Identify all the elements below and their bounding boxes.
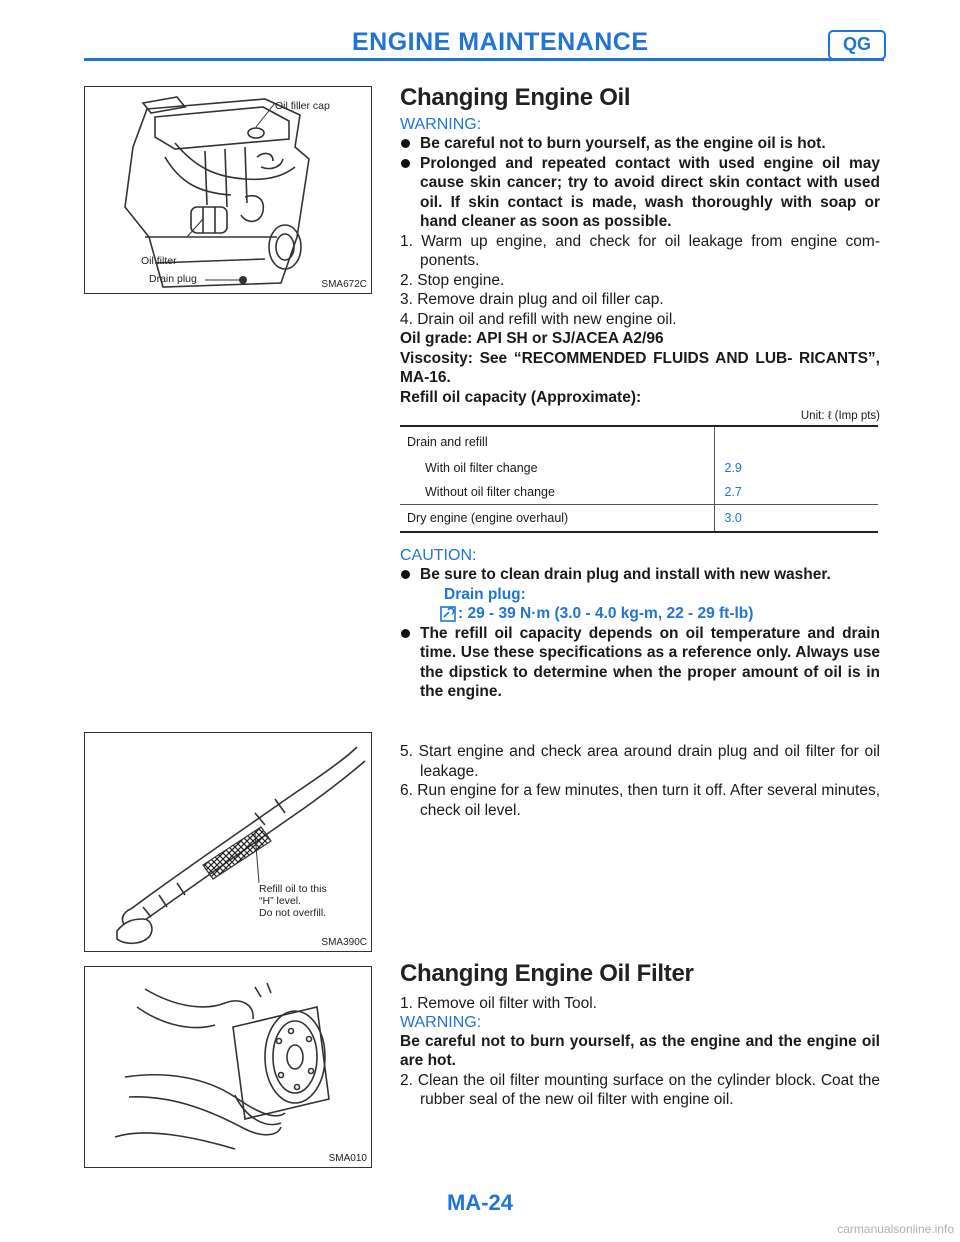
warning-text: Be careful not to burn yourself, as the engine and the engine oil are hot. xyxy=(400,1032,880,1069)
callout-refill-note-3: Do not overfill. xyxy=(259,907,327,919)
table-cell: Dry engine (engine overhaul) xyxy=(400,504,714,532)
callout-refill-note-1: Refill oil to this xyxy=(259,883,327,895)
engine-code-badge: QG xyxy=(828,30,886,60)
step-6: 6. Run engine for a few minutes, then turn it off. After several minutes, check oil level. xyxy=(400,782,880,819)
torque-spec: : 29 - 39 N·m (3.0 - 4.0 kg-m, 22 - 29 ft-lb) xyxy=(400,604,880,624)
warning-item: Be careful not to burn yourself, as the engine oil is hot. xyxy=(400,134,880,154)
page-header xyxy=(84,26,884,62)
table-cell: Without oil filter change xyxy=(400,480,714,504)
step-1: 1. Remove oil filter with Tool. xyxy=(400,995,597,1012)
callout-drain-plug: Drain plug xyxy=(149,273,197,285)
engine-illustration xyxy=(85,87,373,295)
caution-item: Be sure to clean drain plug and install with new washer. xyxy=(400,565,880,585)
figure-code: SMA672C xyxy=(321,279,367,290)
table-cell: With oil filter change xyxy=(400,456,714,480)
bullet-icon xyxy=(401,139,410,148)
refill-capacity-table xyxy=(400,425,878,533)
figure-dipstick xyxy=(84,732,372,952)
table-value: 3.0 xyxy=(714,504,878,532)
table-row xyxy=(400,504,878,532)
figure-oil-filter xyxy=(84,966,372,1168)
warning-label: WARNING: xyxy=(400,1013,482,1031)
step-2: 2. Stop engine. xyxy=(400,271,505,289)
step-3: 3. Remove drain plug and oil filler cap. xyxy=(400,291,664,308)
table-value: 2.9 xyxy=(724,461,742,475)
table-row xyxy=(400,480,878,504)
step-5: 5. Start engine and check area around drain plug and oil filter for oil leakage. xyxy=(400,743,880,780)
figure-code: SMA390C xyxy=(321,937,367,948)
table-row xyxy=(400,426,878,456)
caution-item: The refill oil capacity depends on oil temperature and drain time. Use these specifications as a reference only. Always use the dipstick to determine when the proper amount of oil is in the engine. xyxy=(400,624,880,702)
header-title: ENGINE MAINTENANCE xyxy=(352,28,649,56)
dipstick-illustration xyxy=(85,733,373,953)
figure-code: SMA010 xyxy=(328,1153,367,1164)
table-unit: Unit: ℓ (Imp pts) xyxy=(800,410,880,422)
section-title: Changing Engine Oil Filter xyxy=(400,960,694,987)
step-2: 2. Clean the oil filter mounting surface on the cylinder block. Coat the rubber seal of the new oil filter with engine oil. xyxy=(400,1071,880,1108)
warning-label: WARNING: xyxy=(400,116,482,133)
section-changing-engine-oil xyxy=(400,84,880,702)
table-row xyxy=(400,456,878,480)
caution-label: CAUTION: xyxy=(400,547,477,564)
step-1: 1. Warm up engine, and check for oil leakage from engine com- ponents. xyxy=(400,232,880,269)
refill-capacity-heading: Refill oil capacity (Approximate): xyxy=(400,388,642,406)
bullet-icon xyxy=(401,159,410,168)
watermark: carmanualsonline.info xyxy=(837,1222,954,1236)
bullet-icon xyxy=(401,629,410,638)
callout-refill-note-2: “H” level. xyxy=(259,895,302,907)
table-cell: Drain and refill xyxy=(400,426,714,456)
oil-grade: Oil grade: API SH or SJ/ACEA A2/96 xyxy=(400,330,664,347)
section-steps-continued xyxy=(400,742,880,820)
section-title: Changing Engine Oil xyxy=(400,84,631,111)
oil-filter-illustration xyxy=(85,967,373,1169)
drain-plug-label: Drain plug: xyxy=(444,585,526,603)
table-value: 2.7 xyxy=(724,484,742,499)
callout-oil-filler-cap: Oil filler cap xyxy=(275,100,330,112)
step-4: 4. Drain oil and refill with new engine oil. xyxy=(400,310,677,328)
warning-item: Prolonged and repeated contact with used engine oil may cause skin cancer; try to avoid direct skin contact with used oil. If skin contact is made, wash thoroughly with soap or hand cleaner as soon as possible. xyxy=(400,154,880,232)
torque-wrench-icon xyxy=(440,606,456,622)
section-changing-oil-filter xyxy=(400,960,880,1110)
callout-oil-filter: Oil filter xyxy=(141,255,177,267)
bullet-icon xyxy=(401,570,410,579)
page-number: MA-24 xyxy=(446,1190,513,1215)
header-rule xyxy=(84,58,884,61)
figure-engine xyxy=(84,86,372,294)
viscosity: Viscosity: See “RECOMMENDED FLUIDS AND LUB- RICANTS”, MA-16. xyxy=(400,349,880,386)
